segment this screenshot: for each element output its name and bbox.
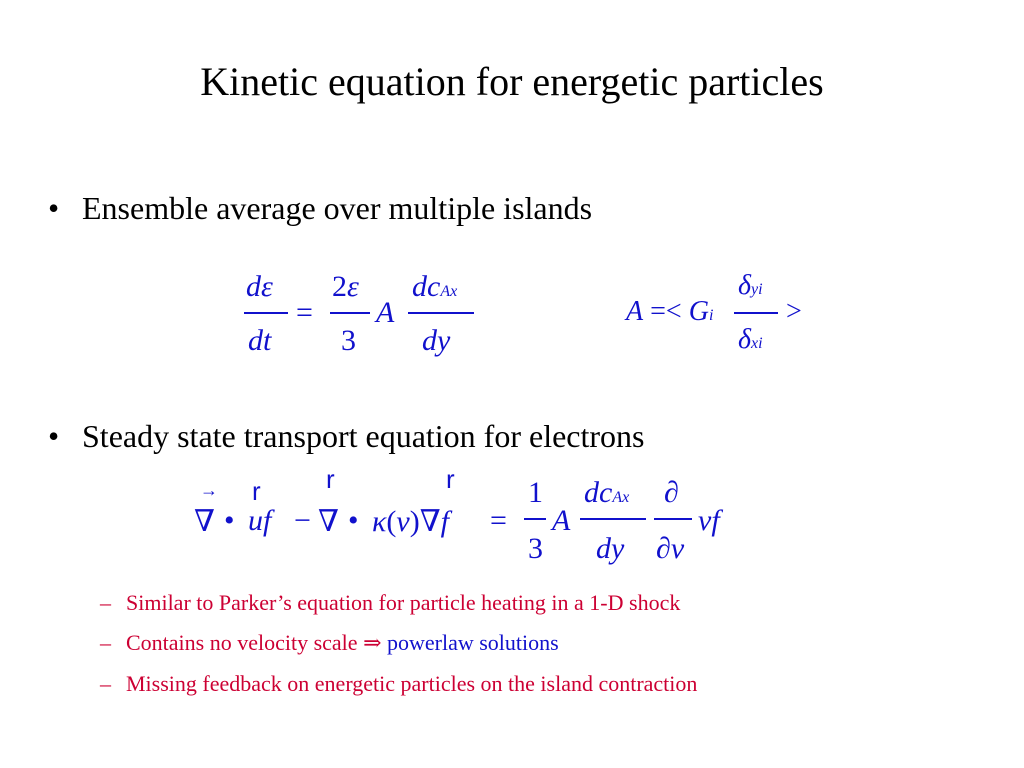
equation-energy-gain: dε dt = 2ε 3 A dcAx dy xyxy=(240,268,490,368)
bullet-dot: • xyxy=(48,418,60,454)
sub-bullet-3 xyxy=(100,671,697,697)
bullet-1 xyxy=(48,190,592,227)
bullet-dot: • xyxy=(48,190,60,226)
sub-bullet-2 xyxy=(100,630,559,656)
bullet-2-text: Steady state transport equation for electrons xyxy=(82,418,645,454)
sub-bullet-3-text: Missing feedback on energetic particles on the island contraction xyxy=(126,671,698,696)
equation-A-definition: A =< Gi δyi δxi > xyxy=(626,270,802,355)
bullet-1-text: Ensemble average over multiple islands xyxy=(82,190,593,226)
sub-bullet-2-result: powerlaw solutions xyxy=(381,630,559,655)
sub-bullet-1 xyxy=(100,590,680,616)
equation-transport: → r r r ∇ • uf − ∇ • κ(v)∇f = 1 3 A dcAx dy ∂ ∂v vf xyxy=(194,464,720,565)
sub-bullet-2-text: Contains no velocity scale xyxy=(126,630,364,655)
sub-bullet-dash: – xyxy=(100,590,111,615)
sub-bullet-dash: – xyxy=(100,671,111,696)
slide-title: Kinetic equation for energetic particles xyxy=(200,59,824,104)
implies-arrow-icon: ⇒ xyxy=(363,630,382,655)
bullet-2 xyxy=(48,418,644,455)
sub-bullet-dash: – xyxy=(100,630,111,655)
sub-bullet-1-text: Similar to Parker’s equation for particle heating in a 1-D shock xyxy=(126,590,681,615)
